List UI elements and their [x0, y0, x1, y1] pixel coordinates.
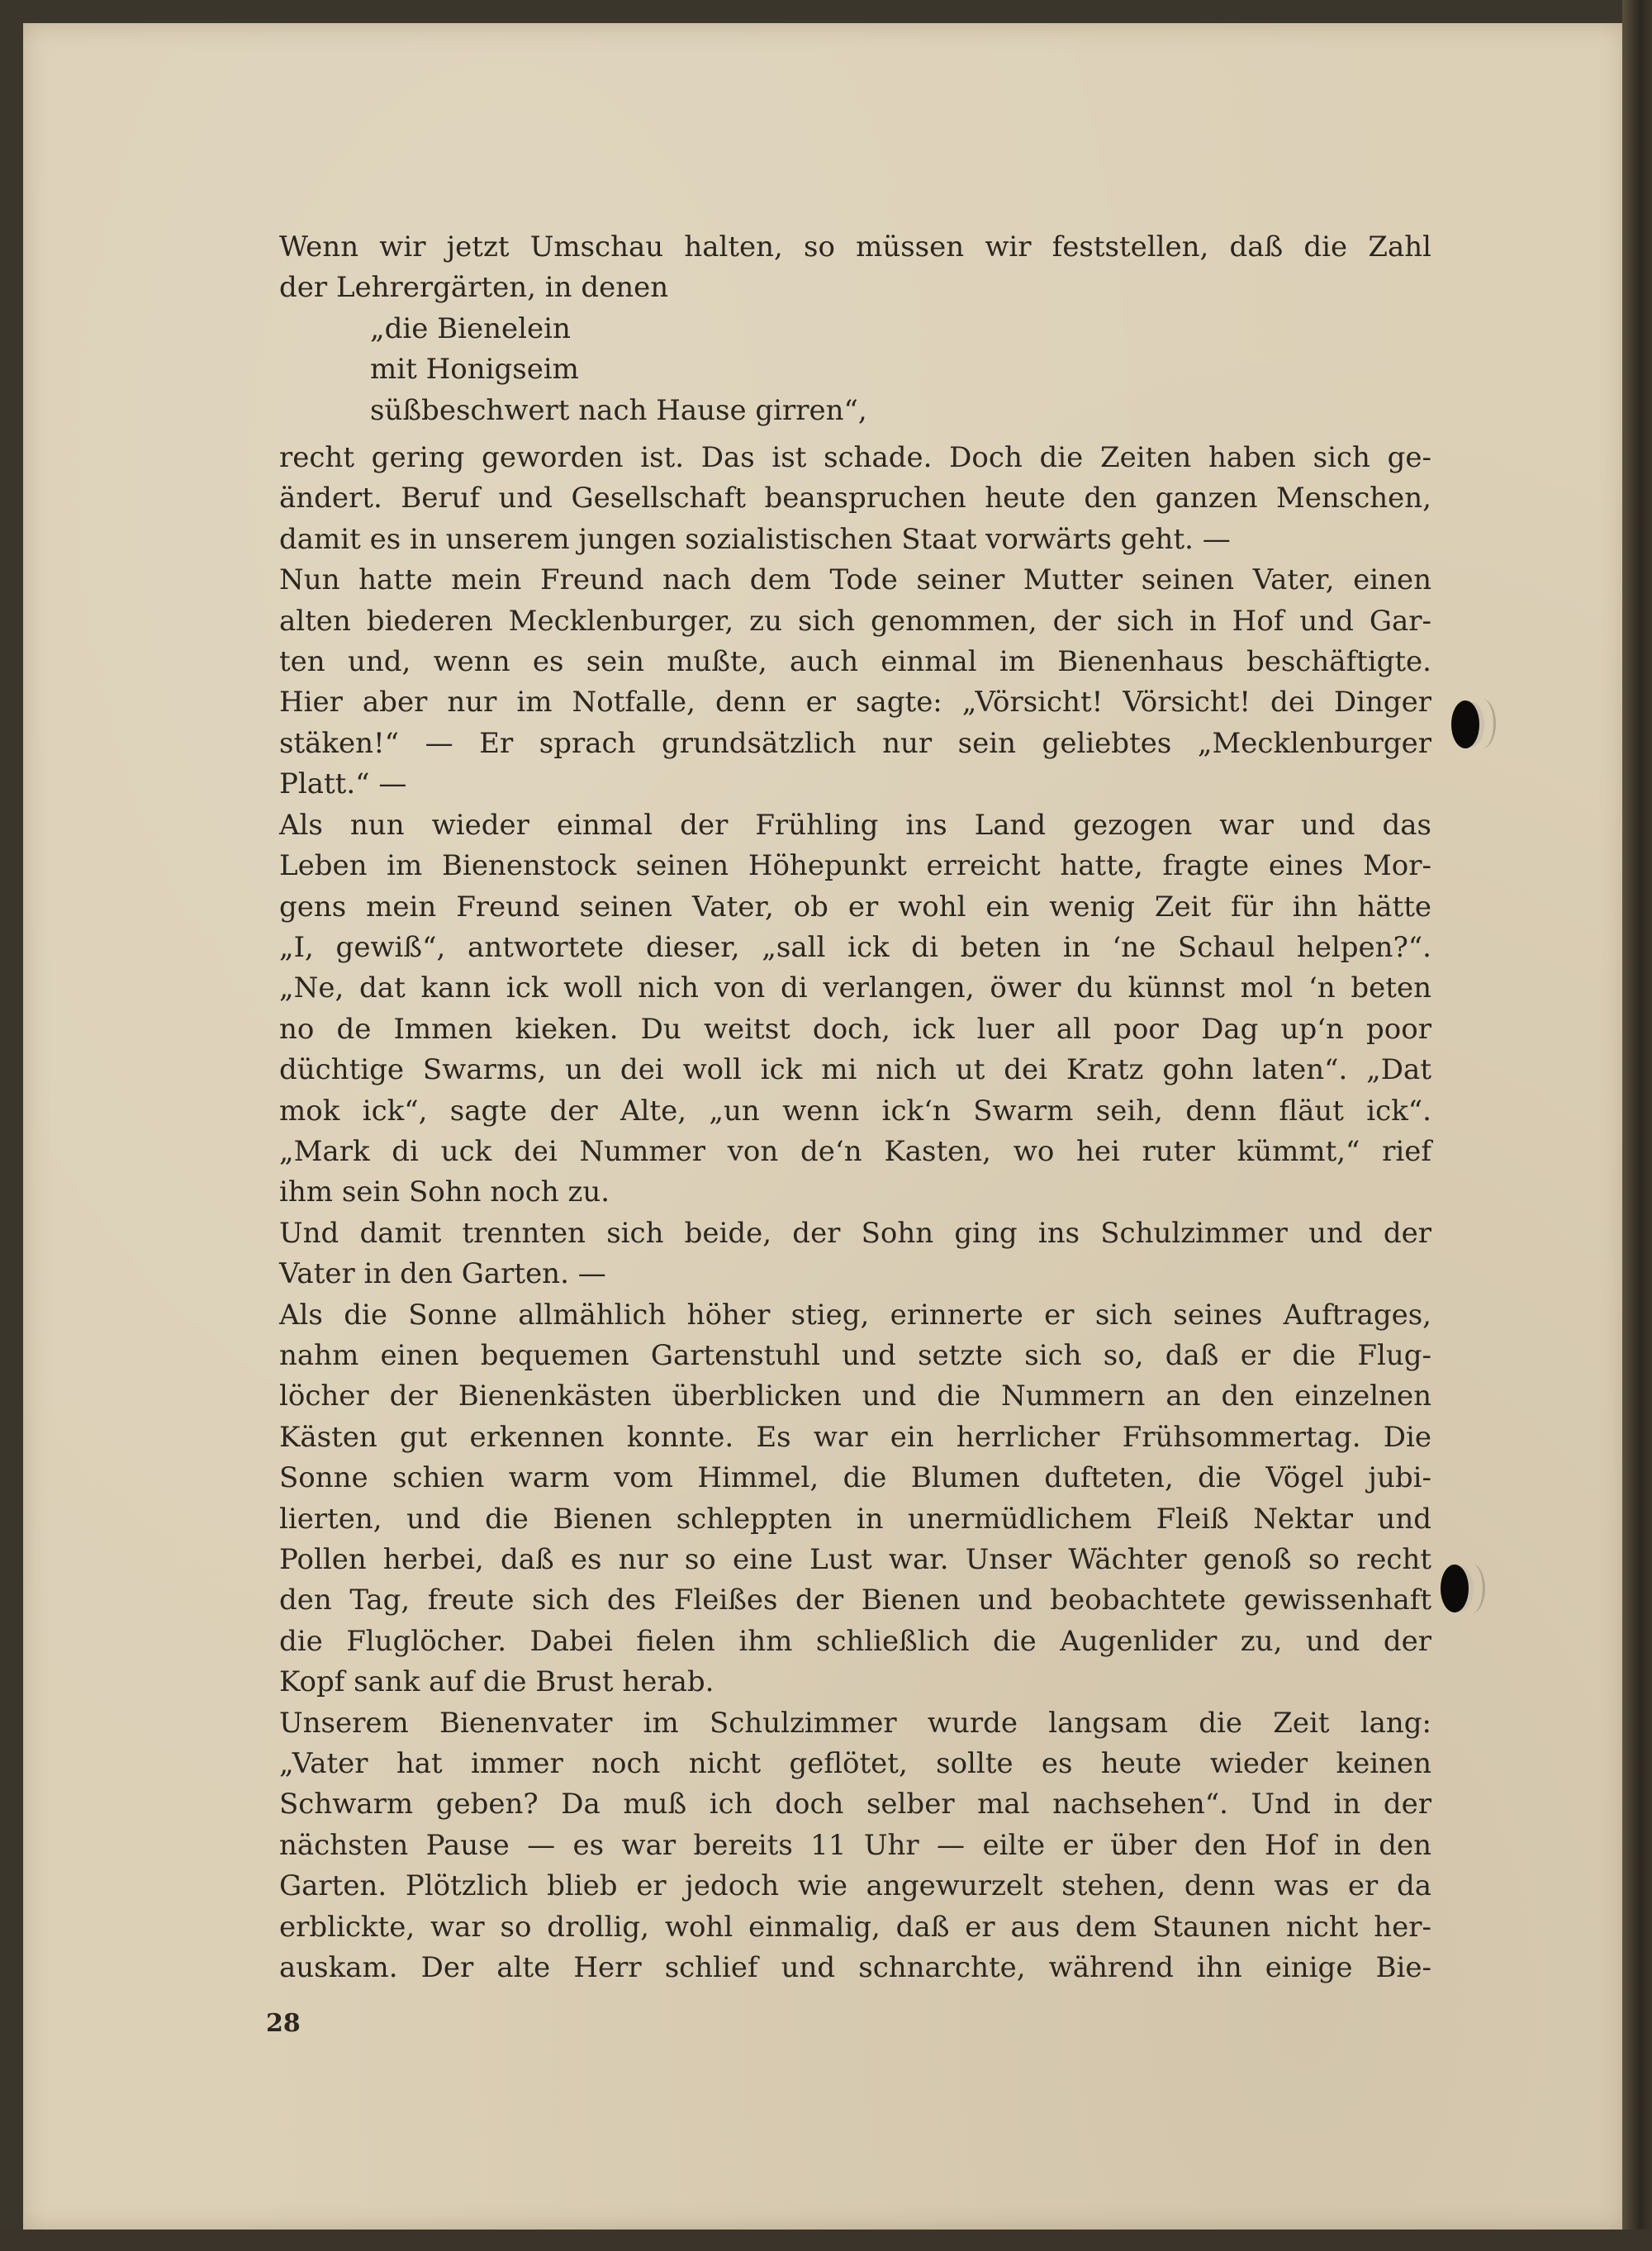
- text-line: Und damit trennten sich beide, der Sohn ging ins Schulzimmer und der: [279, 1216, 1431, 1250]
- text-line: gens mein Freund seinen Vater, ob er wohl ein wenig Zeit für ihn hätte: [279, 890, 1431, 924]
- text-line: „Vater hat immer noch nicht geflötet, sollte es heute wieder keinen: [279, 1747, 1431, 1781]
- text-line: mok ick“, sagte der Alte, „un wenn ick‘n Swarm seih, denn fläut ick“.: [279, 1094, 1431, 1128]
- text-line: auskam. Der alte Herr schlief und schnarchte, während ihn einige Bie-: [279, 1951, 1431, 1985]
- text-line: Als die Sonne allmählich höher stieg, erinnerte er sich seines Auftrages,: [279, 1298, 1431, 1332]
- text-line: recht gering geworden ist. Das ist schade. Doch die Zeiten haben sich ge-: [279, 441, 1431, 475]
- text-line: Kopf sank auf die Brust herab.: [279, 1665, 714, 1699]
- text-line: löcher der Bienenkästen überblicken und die Nummern an den einzelnen: [279, 1380, 1431, 1413]
- page-number: 28: [266, 2009, 301, 2038]
- text-line: Kästen gut erkennen konnte. Es war ein herrlicher Frühsommertag. Die: [279, 1420, 1431, 1454]
- text-line: die Fluglöcher. Dabei fielen ihm schließlich die Augenlider zu, und der: [279, 1624, 1431, 1658]
- text-line: ten und, wenn es sein mußte, auch einmal im Bienenhaus beschäftigte.: [279, 645, 1431, 679]
- body-text: [279, 227, 1431, 1988]
- text-line: der Lehrergärten, in denen: [279, 271, 669, 305]
- text-line: Platt.“ —: [279, 767, 407, 801]
- text-line: Garten. Plötzlich blieb er jedoch wie angewurzelt stehen, denn was er da: [279, 1869, 1431, 1903]
- punch-hole-top-ring: [1469, 699, 1496, 748]
- verse-line: süßbeschwert nach Hause girren“,: [370, 393, 867, 427]
- verse-line: mit Honigseim: [370, 353, 579, 387]
- text-line: erblickte, war so drollig, wohl einmalig, daß er aus dem Staunen nicht her-: [279, 1910, 1431, 1944]
- text-line: Leben im Bienenstock seinen Höhepunkt erreicht hatte, fragte eines Mor-: [279, 849, 1431, 883]
- punch-hole-bottom-ring: [1458, 1564, 1485, 1613]
- text-line: „I, gewiß“, antwortete dieser, „sall ick di beten in ‘ne Schaul helpen?“.: [279, 930, 1431, 964]
- text-line: Als nun wieder einmal der Frühling ins Land gezogen war und das: [279, 808, 1431, 842]
- text-line: damit es in unserem jungen sozialistischen Staat vorwärts geht. —: [279, 522, 1231, 556]
- text-line: no de Immen kieken. Du weitst doch, ick luer all poor Dag up‘n poor: [279, 1012, 1431, 1046]
- text-line: Unserem Bienenvater im Schulzimmer wurde langsam die Zeit lang:: [279, 1706, 1431, 1740]
- text-line: „Mark di uck dei Nummer von de‘n Kasten, wo hei ruter kümmt,“ rief: [279, 1134, 1431, 1168]
- verse-line: „die Bienelein: [370, 311, 571, 345]
- book-spine-edge: [1622, 0, 1652, 2251]
- text-line: Nun hatte mein Freund nach dem Tode seiner Mutter seinen Vater, einen: [279, 563, 1431, 597]
- text-line: „Ne, dat kann ick woll nich von di verlangen, öwer du künnst mol ‘n beten: [279, 971, 1431, 1005]
- text-line: düchtige Swarms, un dei woll ick mi nich ut dei Kratz gohn laten“. „Dat: [279, 1053, 1431, 1087]
- text-line: ihm sein Sohn noch zu.: [279, 1175, 610, 1209]
- text-line: Hier aber nur im Notfalle, denn er sagte: „Vörsicht! Vörsicht! dei Dinger: [279, 686, 1431, 719]
- text-line: nahm einen bequemen Gartenstuhl und setzte sich so, daß er die Flug-: [279, 1338, 1431, 1372]
- text-line: nächsten Pause — es war bereits 11 Uhr — eilte er über den Hof in den: [279, 1828, 1431, 1862]
- text-line: Schwarm geben? Da muß ich doch selber mal nachsehen“. Und in der: [279, 1788, 1431, 1821]
- text-line: Vater in den Garten. —: [279, 1257, 606, 1291]
- text-line: lierten, und die Bienen schleppten in unermüdlichem Fleiß Nektar und: [279, 1502, 1431, 1536]
- text-line: den Tag, freute sich des Fleißes der Bienen und beobachtete gewissenhaft: [279, 1584, 1431, 1617]
- text-line: Wenn wir jetzt Umschau halten, so müssen wir feststellen, daß die Zahl: [279, 230, 1431, 264]
- text-line: stäken!“ — Er sprach grundsätzlich nur sein geliebtes „Mecklenburger: [279, 726, 1431, 760]
- text-line: Pollen herbei, daß es nur so eine Lust war. Unser Wächter genoß so recht: [279, 1543, 1431, 1576]
- text-line: Sonne schien warm vom Himmel, die Blumen dufteten, die Vögel jubi-: [279, 1461, 1431, 1495]
- verse-spacer: [279, 431, 1431, 438]
- scan-bottom-edge: [0, 2230, 1652, 2251]
- text-line: alten biederen Mecklenburger, zu sich genommen, der sich in Hof und Gar-: [279, 604, 1431, 638]
- text-line: ändert. Beruf und Gesellschaft beanspruchen heute den ganzen Menschen,: [279, 482, 1431, 515]
